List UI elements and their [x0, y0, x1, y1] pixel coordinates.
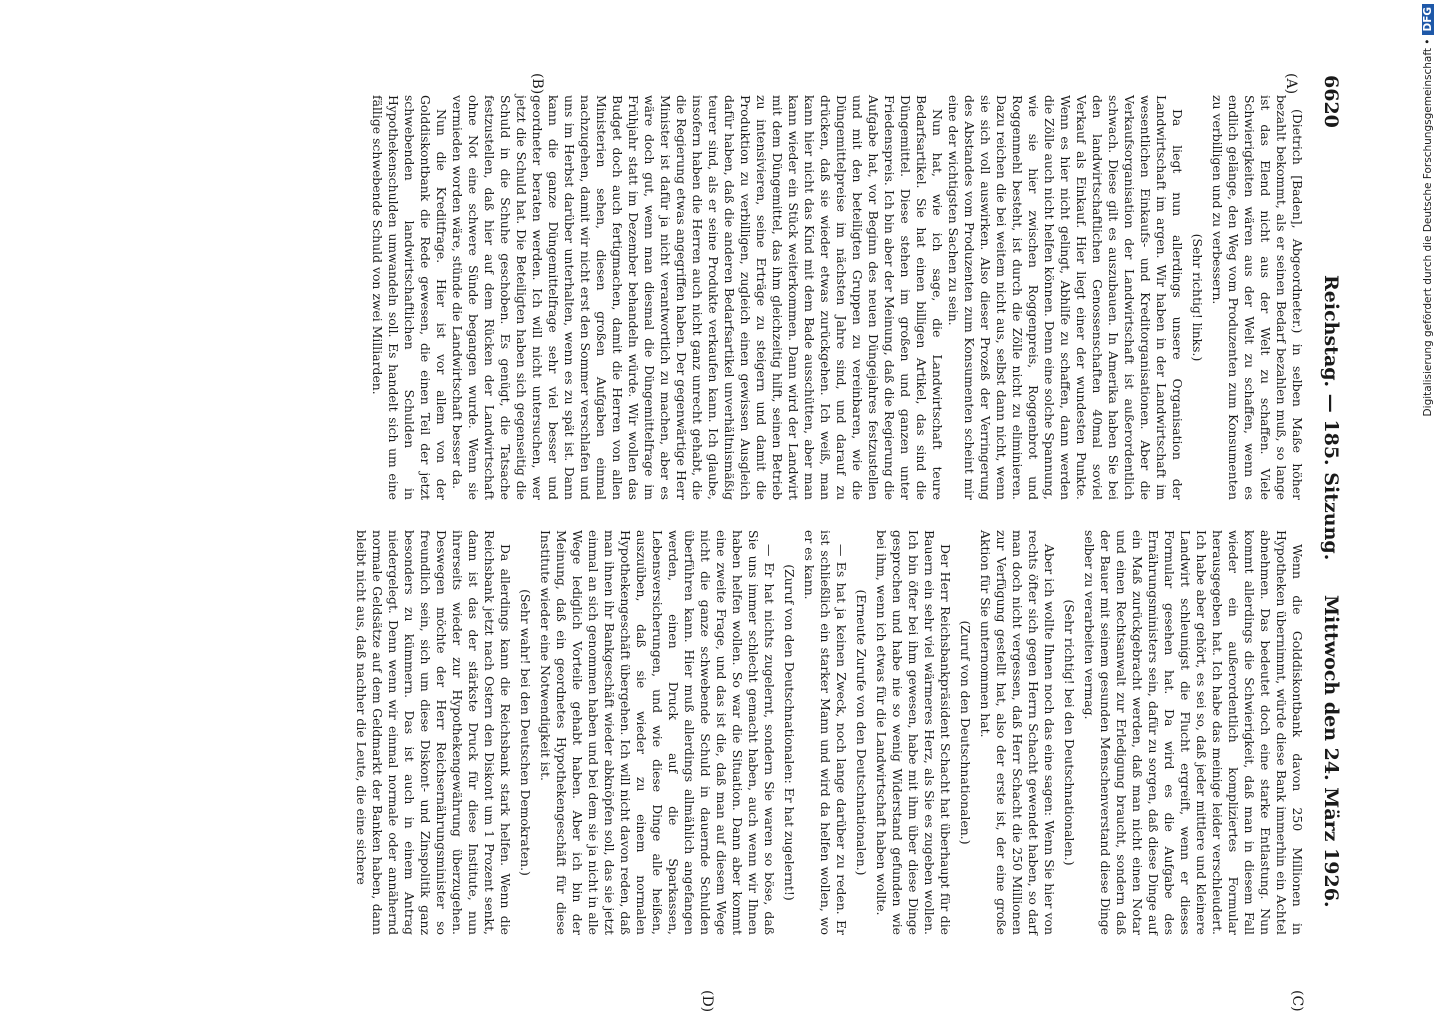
paragraph: (Dietrich [Baden], Abgeordneter.) in selben Maße höher bezahlt bekommt, als er seinen Bedarf bezahlen muß, so lange ist das Elend nicht aus der Welt zu schaffen. Viele Schwierigkeiten wären aus der Welt zu schaffen, wenn es endlich gelänge, den Weg vom Produzenten zum Konsumenten zu verbilligen und zu verbessern. — [1210, 95, 1305, 500]
page-header — [1310, 65, 1350, 965]
interjection: (Sehr richtig! bei den Deutschnationalen.) — [1062, 599, 1077, 866]
dfg-logo: DFG — [1422, 4, 1434, 35]
rotated-page — [60, 65, 1350, 1012]
right-column — [65, 530, 1305, 935]
margin-letter-d: (D) — [699, 990, 715, 1012]
paragraph: Nun die Kreditfrage. Hier ist vor allem von der Golddiskontbank die Rede gewesen, die einen Teil der jetzt schwebenden landwirtschaftlichen Schulden in Hypothekenschulden umwandeln soll. Es handelt sich um eine fällige schwebende Schuld von zwei Milliarden. — [370, 95, 449, 500]
paragraph: — Er hat nichts zugelernt, sondern Sie waren so böse, daß Sie uns immer schlecht gemacht haben, auch wenn wir Ihnen haben helfen wollen. So war die Situation. Dann aber kommt eine zweite Frage, und das ist die, daß man auf diesem Wege nicht die ganze schwebende Schuld in dauernde Schulden überführen kann. Hier muß allerdings allmählich angefangen werden, einen Druck auf die Sparkassen, Lebensversicherungen, und wie diese Dinge alle heißen, auszuüben, daß sie wieder zu einem normalen Hypothekengeschäft übergehen. Ich will nicht davon reden, daß man ihnen ihr Bankgeschäft wieder abknöpfen soll, das sie jetzt einmal an sich genommen haben und bei dem sie ja nicht in alle Wege lediglich Vorteile gehabt haben. Aber ich bin der Meinung, daß ein geordnetes Hypothekengeschäft für diese Institute wieder eine Notwendigkeit ist. — [538, 530, 777, 935]
paragraph: Da allerdings kann die Reichsbank stark helfen. Wenn die Reichsbank jetzt nach Ostern den Diskont um 1 Prozent senkt, dann ist das der stärkste Druck für diese Institute, nun ihrerseits wieder zur Hypothekengewährung überzugehen. Deswegen möchte der Herr Reichsernährungsminister so freundlich sein, sich um diese Diskont- und Zinspolitik ganz besonders zu kümmern. Das ist auch in einem Antrag niedergelegt. Denn wenn wir einmal normale oder annähernd normale Geldsätze auf dem Geldmarkt der Banken haben, dann bleibt nicht aus, daß nachher die Leute, die eine sichere — [354, 530, 513, 935]
margin-letter-c: (C) — [1289, 990, 1305, 1012]
page-number: 6620 — [1320, 75, 1342, 128]
paragraph: Nun hat, wie ich sage, die Landwirtschaft teure Bedarfsartikel. Sie hat einen billigen Artikel, das sind die Düngemittel. Diese stehen im großen und ganzen unter Friedenspreis. Ich bin aber der Meinung, daß die Regierung die Aufgabe hat, vor Beginn des neuen Düngejahres festzustellen und mit den beteiligten Gruppen zu vereinbaren, wie die Düngemittelpreise im nächsten Jahre sind, und darauf zu drücken, daß sie wieder etwas zurückgehen. Ich weiß, man kann hier nicht das Kind mit dem Bade ausschütten, aber man kann wieder ein Stück weiterkommen. Dann wird der Landwirt mit dem Düngemittel, das ihm gleichzeitig hilft, seinen Betrieb zu intensivieren, seine Erträge zu steigern und damit die Produktion zu verbilligen, zugleich einen gewissen Ausgleich dafür haben, daß die anderen Bedarfsartikel unverhältnismäßig teurer sind, als er seine Produkte verkaufen kann. Ich glaube, insofern haben die Herren auch nicht ganz unrecht gehabt, die die Regierung etwas angegriffen haben. Der gegenwärtige Herr Minister ist dafür ja nicht verantwortlich zu machen, aber es wäre doch gut, wenn man diesmal die Düngemittelfrage im Frühjahr statt im Dezember behandeln würde. Wir wollen das Budget doch auch fertigmachen, damit die Herren von allen Ministerien sehen, diesen großen Aufgaben einmal nachzugehen, damit wir nicht erst den Sommer verschlafen und uns im Herbst darüber unterhalten, wenn es zu spät ist. Dann kann die ganze Düngemittelfrage sehr viel besser und geordneter beraten werden. Ich will nicht untersuchen, wer jetzt die Schuld hat. Die Beteiligten haben sich gegenseitig die Schuld in die Schuhe geschoben. Es genügt, die Tatsache festzustellen, daß hier auf dem Rücken der Landwirtschaft ohne Not eine schwere Sünde begangen wurde. Wenn sie vermieden worden wäre, stünde die Landwirtschaft besser da. — [450, 95, 945, 500]
dfg-watermark — [1418, 4, 1436, 994]
paragraph: Wenn die Golddiskontbank davon 250 Millionen in Hypotheken übernimmt, würde diese Bank immerhin ein Achtel abnehmen. Das bedeutet doch eine starke Entlastung. Nun kommt allerdings die Schwierigkeit, daß man in diesem Fall wieder ein außerordentlich kompliziertes Formular herausgegeben hat. Ich habe das meinige leider verschleudert. Ich habe aber gehört, es sei so, daß jeder mittlere und kleinere Landwirt schleunigst die Flucht ergreift, wenn er dieses Formular gesehen hat. Da wird es die Aufgabe des Ernährungsministers sein, dafür zu sorgen, daß diese Dinge auf ein Maß zurückgebracht werden, daß man nicht einen Notar und einen Rechtsanwalt zur Erledigung braucht, sondern daß der Bauer mit seinem gesunden Menschenverstand diese Dinge selber zu verarbeiten vermag. — [1082, 530, 1305, 935]
paragraph: Da liegt nun allerdings unsere Organisation der Landwirtschaft im argen. Wir haben in der Landwirtschaft im wesentlichen Einkaufs- und Kreditorganisationen. Aber die Verkaufsorganisation der Landwirtschaft ist außerordentlich schwach. Diese gilt es auszubauen. In Amerika haben Sie bei den landwirtschaftlichen Genossenschaften 40mal soviel Verkauf als Einkauf. Hier liegt einer der wundesten Punkte. Wenn es hier nicht gelingt, Abhilfe zu schaffen, dann werden die Zölle auch nicht helfen können. Denn eine solche Spannung, wie sie hier zwischen Roggenpreis, Roggenbrot und Roggenmehl besteht, ist durch die Zölle nicht zu eliminieren. Dazu reichen die bei weitem nicht aus, selbst dann nicht, wenn sie sich voll auswirken. Also dieser Prozeß der Verringerung des Abstandes vom Produzenten zum Konsumenten scheint mir eine der wichtigsten Sachen zu sein. — [946, 95, 1185, 500]
paragraph: Der Herr Reichsbankpräsident Schacht hat überhaupt für die Bauern ein sehr viel wärmeres Herz, als Sie es zugeben wollen. Ich bin öfter bei ihm gewesen, habe mit ihm über diese Dinge gesprochen und habe nie so wenig Widerstand gefunden wie bei ihm, wenn ich etwas für die Landwirtschaft haben wollte. — [874, 530, 953, 935]
margin-letter-a: (A) — [1283, 73, 1299, 95]
interjection: (Sehr wahr! bei den Deutschen Demokraten.) — [518, 589, 533, 876]
paragraph: Aber ich wollte Ihnen noch das eine sagen: Wenn Sie hier von rechts öfter sich gegen Herrn Schacht gewendet haben, so darf man doch nicht vergessen, daß Herr Schacht die 250 Millionen zur Verfügung gestellt hat, also der erste ist, der eine große Aktion für Sie unternommen hat. — [978, 530, 1057, 935]
paragraph: — Es hat ja keinen Zweck, noch lange darüber zu reden. Er ist schließlich ein starker Mann und wird da helfen wollen, wo er es kann. — [802, 530, 849, 935]
dfg-watermark-text: Digitalisierung gefördert durch die Deutsche Forschungsgemeinschaft • — [1422, 38, 1434, 417]
interjection: (Zuruf von den Deutschnationalen: Er hat zugelernt!) — [782, 564, 797, 901]
margin-letter-b: (B) — [529, 73, 545, 95]
interjection: (Zuruf von den Deutschnationalen.) — [958, 620, 973, 845]
session-date: Mittwoch den 24. März 1926. — [1320, 595, 1342, 908]
interjection: (Sehr richtig! links.) — [1190, 233, 1205, 362]
interjection: (Erneute Zurufe von den Deutschnationalen.) — [854, 589, 869, 876]
session-title: Reichstag. — 185. Sitzung. — [1320, 275, 1342, 561]
left-column — [65, 73, 1305, 500]
